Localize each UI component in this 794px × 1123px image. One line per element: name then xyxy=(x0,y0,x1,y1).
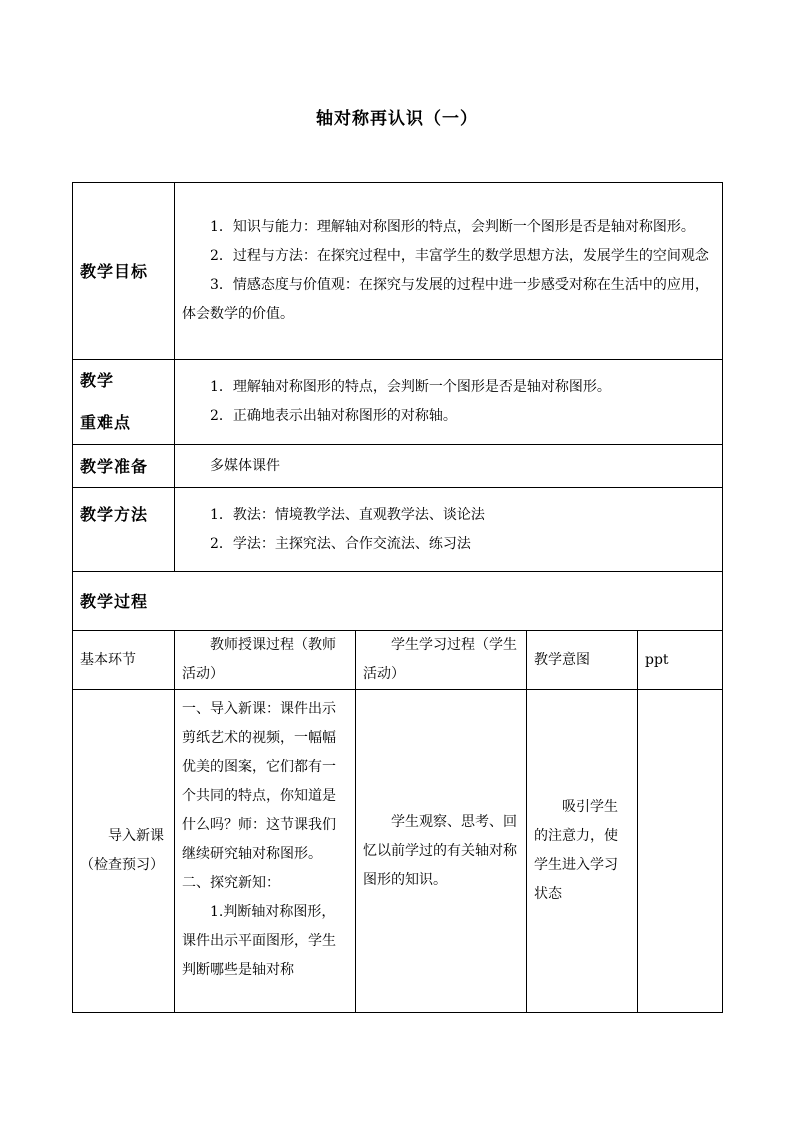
process-label: 教学过程 xyxy=(73,572,723,631)
lesson-plan-table xyxy=(72,182,723,1013)
process-row xyxy=(73,572,723,631)
col-header-intent: 教学意图 xyxy=(527,631,638,690)
objective-item: 1．知识与能力：理解轴对称图形的特点，会判断一个图形是否是轴对称图形。 xyxy=(210,219,695,235)
key-point-item: 1．理解轴对称图形的特点，会判断一个图形是否是轴对称图形。 xyxy=(210,379,611,395)
objectives-content xyxy=(175,183,723,360)
method-item: 1．教法：情境教学法、直观教学法、谈论法 xyxy=(210,506,485,523)
method-item: 2．学法：主探究法、合作交流法、练习法 xyxy=(210,535,471,552)
document-title: 轴对称再认识（一） xyxy=(316,109,478,129)
methods-row xyxy=(73,488,723,572)
preparation-content xyxy=(175,445,723,488)
methods-content xyxy=(175,488,723,572)
objectives-row xyxy=(73,183,723,360)
key-points-label-line2: 重难点 xyxy=(80,413,132,432)
teacher-activity-line: 1.判断轴对称图形，课件出示平面图形，学生判断哪些是轴对称 xyxy=(182,904,336,978)
student-activity-cell: 学生观察、思考、回忆以前学过的有关轴对称图形的知识。 xyxy=(356,690,527,1013)
preparation-value: 多媒体课件 xyxy=(210,457,280,474)
teacher-activity-line: 一、导入新课：课件出示剪纸艺术的视频，一幅幅优美的图案，它们都有一个共同的特点，你知道是什么吗？师：这节课我们继续研究轴对称图形。 xyxy=(182,701,336,862)
methods-label: 教学方法 xyxy=(73,488,175,572)
key-points-label-line1: 教学 xyxy=(80,371,115,390)
objective-item: 3．情感态度与价值观：在探究与发展的过程中进一步感受对称在生活中的应用，体会数学的价值。 xyxy=(182,277,709,322)
key-point-item: 2．正确地表示出轴对称图形的对称轴。 xyxy=(210,408,457,424)
objective-item: 2．过程与方法：在探究过程中，丰富学生的数学思想方法，发展学生的空间观念 xyxy=(210,248,709,264)
stage-cell: 导入新课（检查预习） xyxy=(73,690,175,1013)
col-header-ppt: ppt xyxy=(638,631,723,690)
col-header-teacher: 教师授课过程（教师活动） xyxy=(175,631,356,690)
key-points-label xyxy=(73,360,175,445)
teacher-activity-line: 二、探究新知： xyxy=(182,875,280,891)
objectives-label: 教学目标 xyxy=(73,183,175,360)
intent-cell: 吸引学生的注意力，使学生进入学习状态 xyxy=(527,690,638,1013)
ppt-cell xyxy=(638,690,723,1013)
column-header-row xyxy=(73,631,723,690)
col-header-student: 学生学习过程（学生活动） xyxy=(356,631,527,690)
key-points-row xyxy=(73,360,723,445)
preparation-label: 教学准备 xyxy=(73,445,175,488)
preparation-row xyxy=(73,445,723,488)
key-points-content xyxy=(175,360,723,445)
col-header-stage: 基本环节 xyxy=(73,631,175,690)
table-row xyxy=(73,690,723,1013)
teacher-activity-cell xyxy=(175,690,356,1013)
